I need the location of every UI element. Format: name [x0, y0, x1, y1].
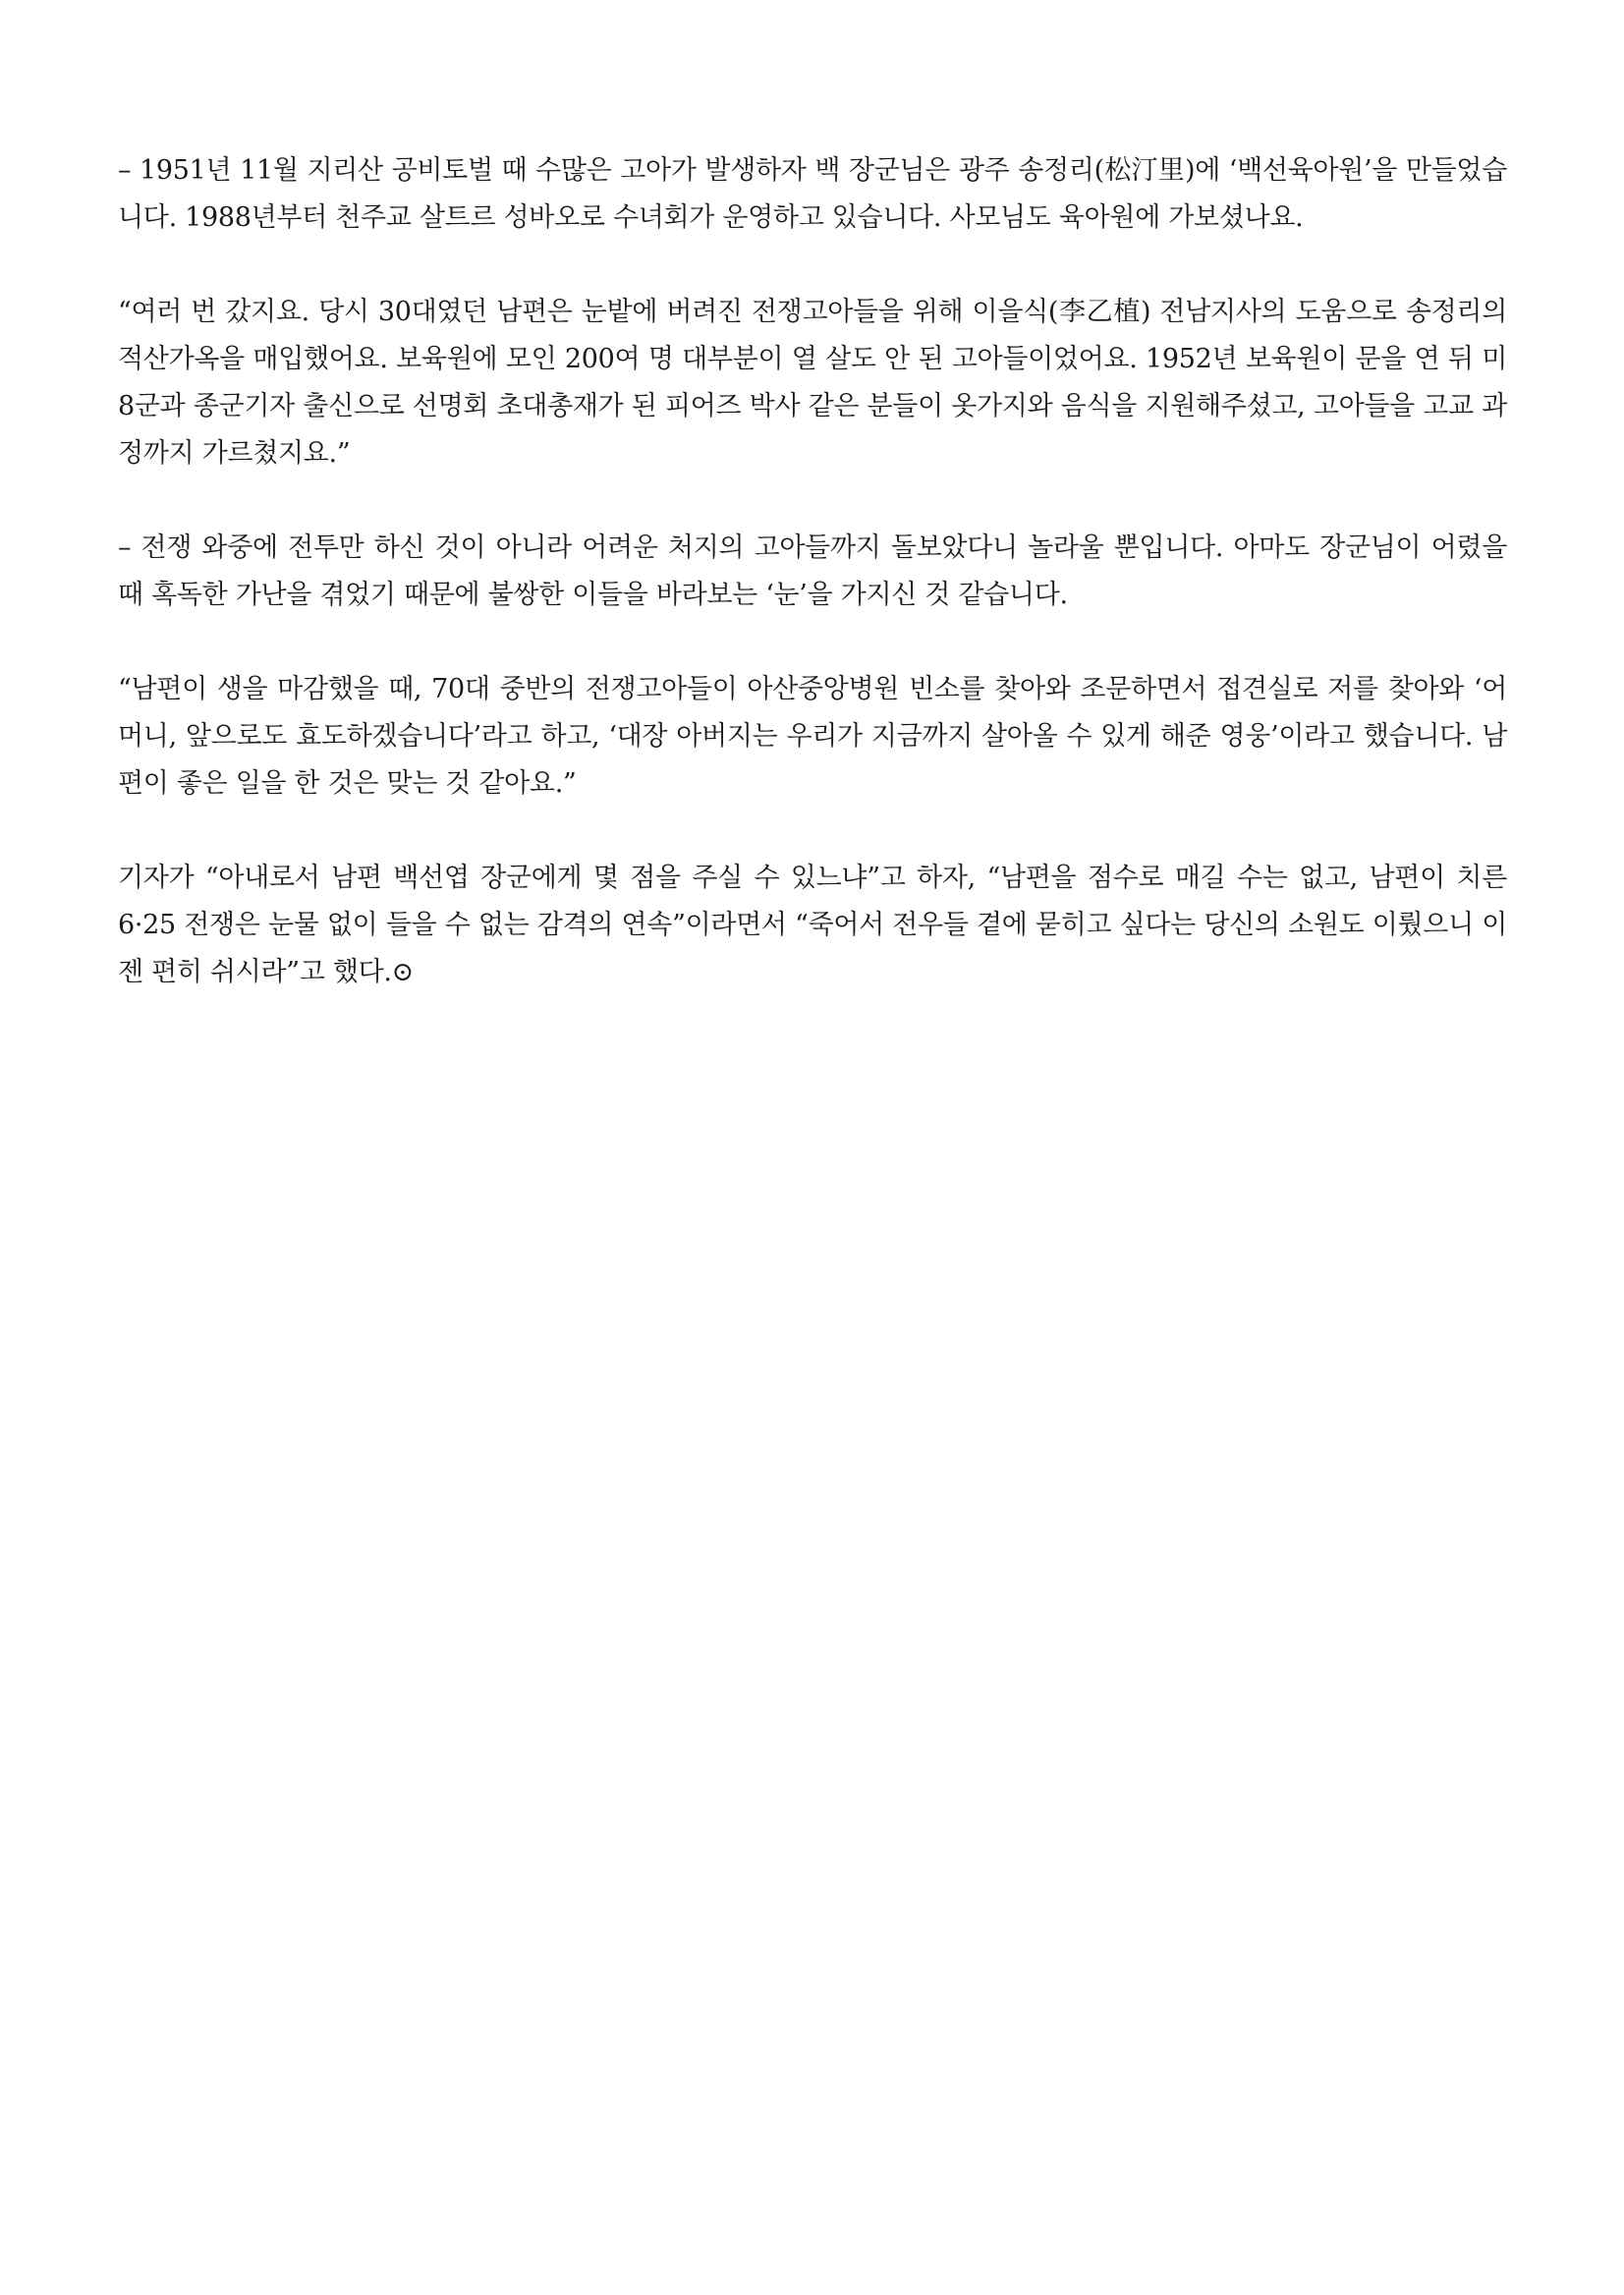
paragraph-answer-orphanage-visits: “여러 번 갔지요. 당시 30대였던 남편은 눈밭에 버려진 전쟁고아들을 위해 이을식(李乙植) 전남지사의 도움으로 송정리의 적산가옥을 매입했어요. 보육원에 모인 200여 명 대부분이 열 살도 안 된 고아들이었어요. 1952년 보육원이 문을 연 뒤 미 8군과 종군기자 출신으로 선명회 초대총재가 된 피어즈 박사 같은 분들이 옷가지와 음식을 지원해주셨고, 고아들을 고교 과정까지 가르쳤지요.” — [118, 297, 1507, 469]
paragraph-closing: 기자가 “아내로서 남편 백선엽 장군에게 몇 점을 주실 수 있느냐”고 하자, “남편을 점수로 매길 수는 없고, 남편이 치른 6·25 전쟁은 눈물 없이 들을 수 없는 감격의 연속”이라면서 “죽어서 전우들 곁에 묻히고 싶다는 당신의 소원도 이뤘으니 이젠 편히 쉬시라”고 했다.⊙ — [118, 863, 1507, 987]
paragraph-answer-funeral: “남편이 생을 마감했을 때, 70대 중반의 전쟁고아들이 아산중앙병원 빈소를 찾아와 조문하면서 접견실로 저를 찾아와 ‘어머니, 앞으로도 효도하겠습니다’라고 하고, ‘대장 아버지는 우리가 지금까지 살아올 수 있게 해준 영웅’이라고 했습니다. 남편이 좋은 일을 한 것은 맞는 것 같아요.” — [118, 674, 1507, 799]
paragraph-question-compassion: – 전쟁 와중에 전투만 하신 것이 아니라 어려운 처지의 고아들까지 돌보았다니 놀라울 뿐입니다. 아마도 장군님이 어렸을 때 혹독한 가난을 겪었기 때문에 불쌍한 이들을 바라보는 ‘눈’을 가지신 것 같습니다. — [118, 532, 1507, 610]
paragraph-question-orphanage: – 1951년 11월 지리산 공비토벌 때 수많은 고아가 발생하자 백 장군님은 광주 송정리(松汀里)에 ‘백선육아원’을 만들었습니다. 1988년부터 천주교 살트르 성바오로 수녀회가 운영하고 있습니다. 사모님도 육아원에 가보셨나요. — [118, 155, 1507, 233]
document-page — [118, 147, 1507, 1043]
